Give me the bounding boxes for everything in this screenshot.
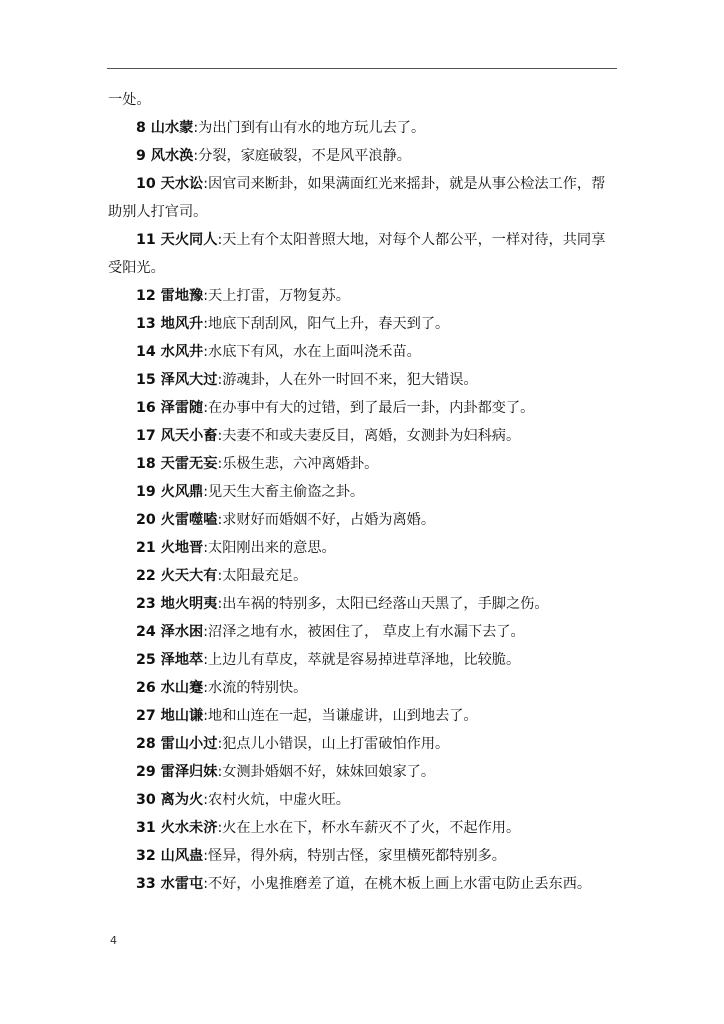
list-item — [108, 758, 618, 786]
item-description-continued: 受阳光。 — [108, 260, 165, 276]
item-separator: : — [217, 512, 223, 528]
item-separator: : — [203, 792, 209, 808]
list-item — [108, 506, 618, 534]
item-term: 22 火天大有 — [136, 568, 218, 584]
item-description: 天上打雷，万物复苏。 — [208, 288, 350, 304]
item-separator: : — [203, 708, 209, 724]
item-term: 18 天雷无妄 — [136, 456, 218, 472]
item-description: 农村火炕，中虚火旺。 — [208, 792, 350, 808]
item-term: 24 泽水困 — [136, 624, 204, 640]
item-description: 上边儿有草皮，萃就是容易掉进草泽地，比较脆。 — [208, 652, 521, 668]
item-term: 16 泽雷随 — [136, 400, 204, 416]
item-description: 火在上水在下，杯水车薪灭不了火，不起作用。 — [222, 820, 521, 836]
item-description: 分裂，家庭破裂，不是风平浪静。 — [198, 148, 411, 164]
list-item — [108, 450, 618, 478]
item-term: 28 雷山小过 — [136, 736, 218, 752]
item-description: 求财好而婚姻不好，占婚为离婚。 — [222, 512, 436, 528]
item-separator: : — [203, 288, 209, 304]
item-description: 为出门到有山有水的地方玩儿去了。 — [198, 120, 426, 136]
item-separator: : — [217, 428, 223, 444]
header-rule — [107, 68, 617, 69]
item-separator: : — [203, 540, 209, 556]
list-item — [108, 310, 618, 338]
item-term: 12 雷地豫 — [136, 288, 204, 304]
item-description: 不好，小鬼推磨差了道，在桃木板上画上水雷屯防止丢东西。 — [208, 876, 592, 892]
item-term: 33 水雷屯 — [136, 876, 204, 892]
list-item — [108, 226, 618, 254]
item-description: 天上有个太阳普照大地，对每个人都公平，一样对待，共同享 — [222, 232, 606, 248]
list-item — [108, 338, 618, 366]
list-item — [108, 282, 618, 310]
item-term: 29 雷泽归妹 — [136, 764, 218, 780]
page-content — [108, 86, 618, 898]
item-term: 8 山水蒙 — [136, 120, 194, 136]
item-term: 21 火地晋 — [136, 540, 204, 556]
item-description: 在办事中有大的过错，到了最后一卦，内卦都变了。 — [208, 400, 535, 416]
list-item — [108, 814, 618, 842]
item-term: 30 离为火 — [136, 792, 204, 808]
list-item — [108, 366, 618, 394]
item-term: 13 地风升 — [136, 316, 204, 332]
item-separator: : — [203, 344, 209, 360]
item-description-continued: 助别人打官司。 — [108, 204, 208, 220]
intro-line: 一处。 — [108, 92, 151, 108]
item-separator: : — [203, 484, 209, 500]
item-description: 太阳刚出来的意思。 — [208, 540, 336, 556]
page-number: 4 — [110, 934, 117, 947]
item-separator: : — [193, 120, 199, 136]
item-separator: : — [217, 596, 223, 612]
item-term: 32 山风蛊 — [136, 848, 204, 864]
item-separator: : — [217, 232, 223, 248]
list-item — [108, 702, 618, 730]
item-description: 地和山连在一起，当谦虚讲，山到地去了。 — [208, 708, 478, 724]
item-separator: : — [217, 736, 223, 752]
item-term: 23 地火明夷 — [136, 596, 218, 612]
item-term: 15 泽风大过 — [136, 372, 218, 388]
item-description: 因官司来断卦，如果满面红光来摇卦，就是从事公检法工作，帮 — [208, 176, 606, 192]
item-description: 见天生大畜主偷盗之卦。 — [208, 484, 365, 500]
list-item — [108, 870, 618, 898]
list-item — [108, 674, 618, 702]
item-description: 沼泽之地有水，被困住了， 草皮上有水漏下去了。 — [208, 624, 525, 640]
item-separator: : — [203, 652, 209, 668]
item-separator: : — [217, 764, 223, 780]
item-separator: : — [217, 372, 223, 388]
list-item — [108, 842, 618, 870]
item-description: 水底下有风，水在上面叫浇禾苗。 — [208, 344, 421, 360]
item-term: 14 水风井 — [136, 344, 204, 360]
list-item — [108, 394, 618, 422]
item-term: 10 天水讼 — [136, 176, 204, 192]
item-term: 31 火水未济 — [136, 820, 218, 836]
list-item — [108, 114, 618, 142]
item-separator: : — [203, 876, 209, 892]
item-description: 乐极生悲，六冲离婚卦。 — [222, 456, 379, 472]
item-separator: : — [203, 848, 209, 864]
item-term: 26 水山蹇 — [136, 680, 204, 696]
item-description: 游魂卦，人在外一时回不来，犯大错误。 — [222, 372, 478, 388]
list-item — [108, 730, 618, 758]
item-description: 犯点儿小错误，山上打雷破怕作用。 — [222, 736, 450, 752]
item-description: 女测卦婚姻不好，妹妹回娘家了。 — [222, 764, 436, 780]
item-separator: : — [217, 456, 223, 472]
item-separator: : — [203, 316, 209, 332]
item-description: 水流的特别快。 — [208, 680, 308, 696]
item-separator: : — [203, 176, 209, 192]
item-description: 地底下刮刮风，阳气上升，春天到了。 — [208, 316, 450, 332]
item-separator: : — [203, 680, 209, 696]
list-item — [108, 618, 618, 646]
list-item — [108, 142, 618, 170]
list-item — [108, 534, 618, 562]
item-term: 11 天火同人 — [136, 232, 218, 248]
item-separator: : — [217, 568, 223, 584]
item-term: 9 风水涣 — [136, 148, 194, 164]
item-description: 怪异，得外病，特别古怪，家里横死都特别多。 — [208, 848, 506, 864]
item-term: 17 风天小畜 — [136, 428, 218, 444]
item-separator: : — [203, 400, 209, 416]
item-separator: : — [217, 820, 223, 836]
item-description: 太阳最充足。 — [222, 568, 308, 584]
list-item — [108, 170, 618, 198]
item-term: 27 地山谦 — [136, 708, 204, 724]
item-description: 夫妻不和或夫妻反目，离婚，女测卦为妇科病。 — [222, 428, 521, 444]
item-separator: : — [193, 148, 199, 164]
item-separator: : — [203, 624, 209, 640]
item-term: 25 泽地萃 — [136, 652, 204, 668]
list-item — [108, 590, 618, 618]
item-description: 出车祸的特别多，太阳已经落山天黑了，手脚之伤。 — [222, 596, 549, 612]
list-item — [108, 786, 618, 814]
item-term: 20 火雷噬嗑 — [136, 512, 218, 528]
item-term: 19 火风鼎 — [136, 484, 204, 500]
list-item — [108, 646, 618, 674]
list-item — [108, 422, 618, 450]
list-item — [108, 478, 618, 506]
list-item — [108, 562, 618, 590]
